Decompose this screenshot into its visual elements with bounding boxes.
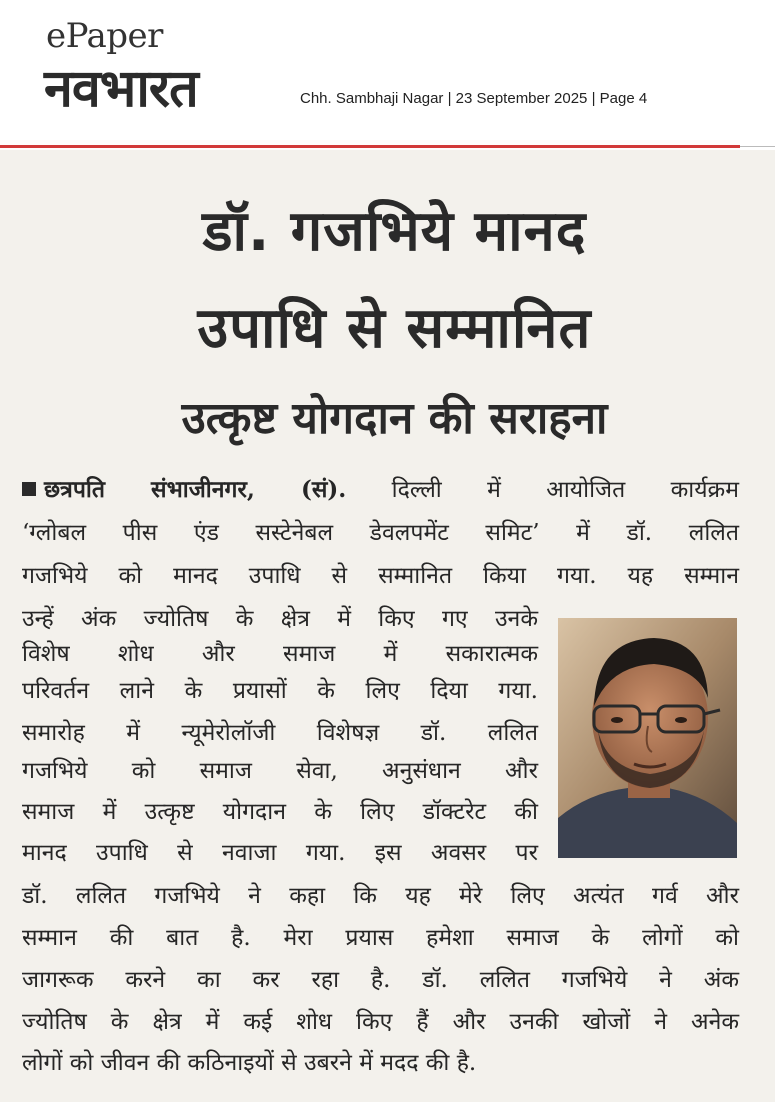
dateline: छत्रपति संभाजीनगर, (सं). [44,476,347,503]
newspaper-logo: नवभारत [44,59,198,119]
article-text: दिल्ली में आयोजित कार्यक्रम [391,477,739,503]
article-line: विशेष शोध और समाज में सकारात्मक [22,641,538,667]
article-line: परिवर्तन लाने के प्रयासों के लिए दिया गया. [22,678,538,704]
article-line: ‘ग्लोबल पीस एंड सस्टेनेबल डेवलपमेंट समिट’ में डॉ. ललित [22,520,739,546]
headline [22,183,767,377]
article-line: मानद उपाधि से नवाजा गया. इस अवसर पर [22,840,538,866]
edition-info: Chh. Sambhaji Nagar | 23 September 2025 | Page 4 [300,90,648,107]
portrait-illustration [558,618,737,858]
subheadline: उत्कृष्ट योगदान की सराहना [181,393,608,444]
article-line: सम्मान की बात है. मेरा प्रयास हमेशा समाज के लोगों को [22,925,739,951]
article-line: लोगों को जीवन की कठिनाइयों से उबरने में मदद की है. [22,1050,477,1076]
epaper-label: ePaper [46,16,163,56]
article-line: गजभिये को मानद उपाधि से सम्मानित किया गया. यह सम्मान [22,563,739,589]
article-line: समाज में उत्कृष्ट योगदान के लिए डॉक्टरेट की [22,799,538,825]
headline-line: डॉ. गजभिये मानद [202,199,587,264]
article-line: समारोह में न्यूमेरोलॉजी विशेषज्ञ डॉ. ललित [22,720,538,746]
article-line: डॉ. ललित गजभिये ने कहा कि यह मेरे लिए अत्यंत गर्व और [22,883,739,909]
masthead [0,0,775,145]
portrait-photo [558,618,737,858]
masthead-divider [0,145,740,148]
article-line: गजभिये को समाज सेवा, अनुसंधान और [22,758,538,784]
bullet-icon [22,482,36,496]
article-line [22,474,739,506]
article-line: उन्हें अंक ज्योतिष के क्षेत्र में किए गए उनके [22,606,538,632]
article-line: ज्योतिष के क्षेत्र में कई शोध किए हैं और उनकी खोजों ने अनेक [22,1009,739,1035]
masthead-divider-grey [740,146,775,147]
article-line: जागरूक करने का कर रहा है. डॉ. ललित गजभिये ने अंक [22,967,739,993]
headline-line: उपाधि से सम्मानित [197,296,592,361]
